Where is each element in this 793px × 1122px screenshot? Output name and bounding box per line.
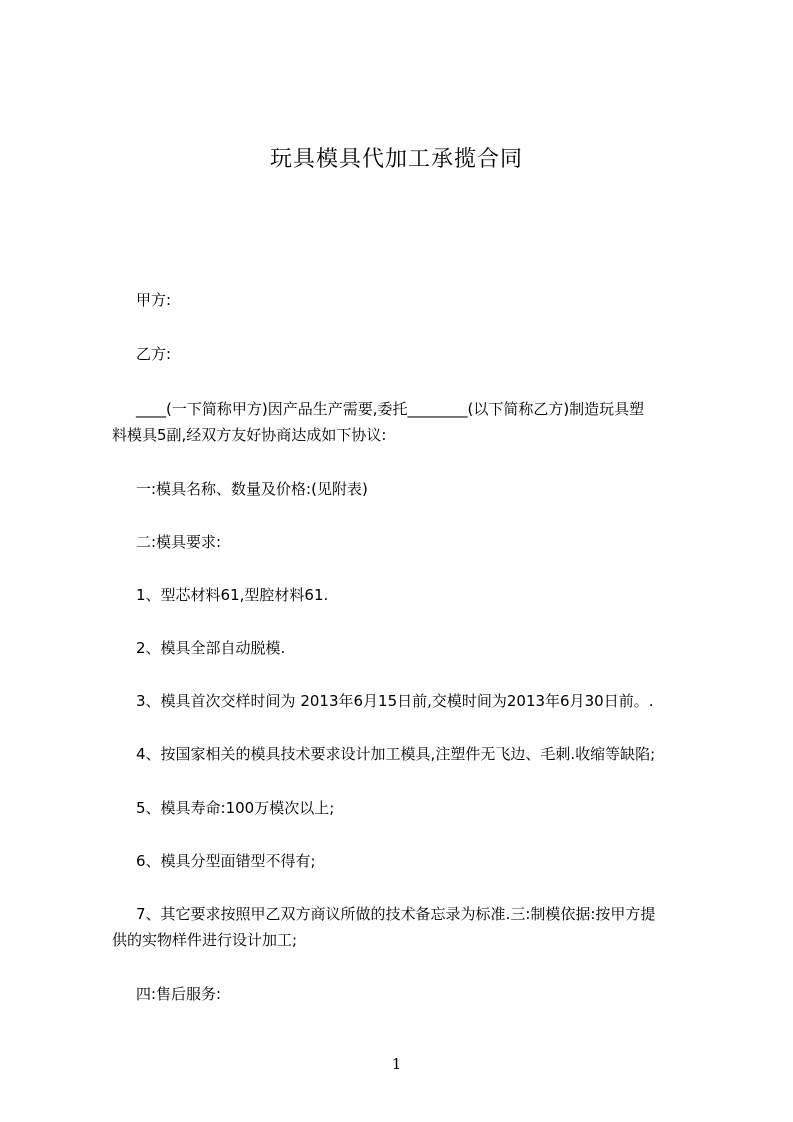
document-title: 玩具模具代加工承揽合同 (269, 147, 523, 172)
requirement-item-5: 5、模具寿命:100万模次以上; (136, 799, 335, 817)
party-a-label: 甲方: (136, 291, 172, 309)
requirement-item-2: 2、模具全部自动脱模. (136, 639, 286, 657)
page-number: 1 (391, 1055, 402, 1073)
section-2-heading: 二:模具要求: (136, 533, 222, 551)
section-4-heading: 四:售后服务: (136, 985, 222, 1003)
requirement-item-1: 1、型芯材料61,型腔材料61. (136, 586, 329, 604)
intro-paragraph-line-1: ____(一下简称甲方)因产品生产需要,委托________(以下简称乙方)制造玩具塑 (136, 400, 645, 418)
requirement-item-7-line-2: 供的实物样件进行设计加工; (112, 931, 298, 949)
party-b-label: 乙方: (136, 345, 172, 363)
intro-paragraph-line-2: 料模具5副,经双方友好协商达成如下协议: (112, 426, 387, 444)
requirement-item-3: 3、模具首次交样时间为 2013年6月15日前,交模时间为2013年6月30日前。. (136, 692, 654, 710)
requirement-item-4: 4、按国家相关的模具技术要求设计加工模具,注塑件无飞边、毛刺.收缩等缺陷; (136, 745, 656, 763)
requirement-item-7-line-1: 7、其它要求按照甲乙双方商议所做的技术备忘录为标准.三:制模依据:按甲方提 (136, 905, 656, 923)
section-1-heading: 一:模具名称、数量及价格:(见附表) (136, 480, 368, 498)
requirement-item-6: 6、模具分型面错型不得有; (136, 852, 316, 870)
